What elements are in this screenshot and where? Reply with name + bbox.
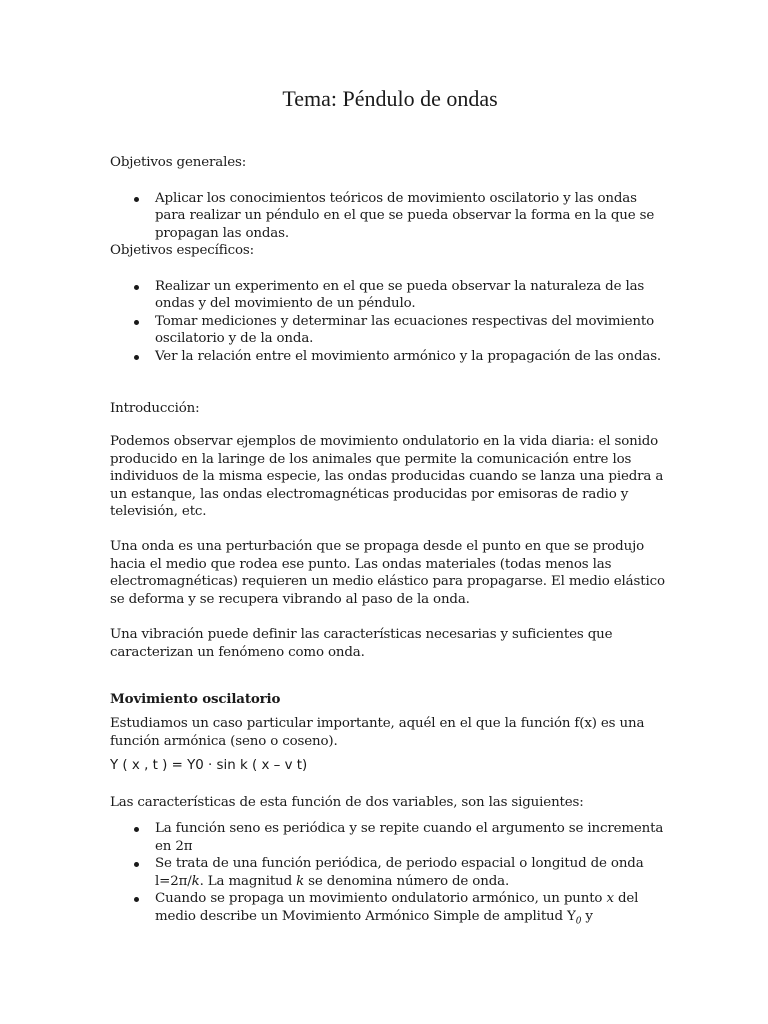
characteristics-list-block <box>110 820 670 931</box>
oscillatory-paragraph-block <box>110 715 670 750</box>
characteristics-intro-block <box>110 794 670 812</box>
list-item-text: Ver la relación entre el movimiento armónico y la propagación de las ondas. <box>155 348 662 364</box>
list-item <box>110 313 670 348</box>
italic-variable: k <box>296 873 305 889</box>
list-item <box>110 890 670 931</box>
bullet-icon <box>134 355 139 360</box>
text-fragment: y <box>581 908 593 924</box>
intro-paragraph-1-block <box>110 433 670 521</box>
intro-paragraph: Podemos observar ejemplos de movimiento ondulatorio en la vida diaria: el sonido producido en la laringe de los animales que permite la comunicación entre los individuos de la misma especie, las ondas producidas cuando se lanza una piedra a un estanque, las ondas electromagnéticas producidas por emisoras de radio y televisión, etc. <box>110 434 664 519</box>
italic-variable: x <box>606 891 614 906</box>
text-fragment: . La magnitud <box>199 873 297 889</box>
intro-label: Introducción: <box>110 401 200 416</box>
list-item-text <box>155 856 644 889</box>
characteristics-list <box>110 820 670 931</box>
specific-objectives-list <box>110 278 670 366</box>
wave-equation: Y ( x , t ) = Y0 · sin k ( x – v t) <box>110 758 308 773</box>
bullet-icon <box>134 862 139 867</box>
oscillatory-heading-block <box>110 691 670 709</box>
bullet-icon <box>134 897 139 902</box>
list-item <box>110 278 670 313</box>
text-fragment: Se trata de una función periódica, de periodo espacial o longitud de onda l=2π/ <box>155 856 644 889</box>
list-item <box>110 855 670 890</box>
list-item-text: La función seno es periódica y se repite cuando el argumento se incrementa en 2π <box>155 821 664 854</box>
general-objectives-list <box>110 190 670 243</box>
list-item-text: Tomar mediciones y determinar las ecuaciones respectivas del movimiento oscilatorio y de la onda. <box>155 313 655 346</box>
text-fragment: del medio describe un Movimiento Armónico Simple de amplitud Y <box>155 891 639 924</box>
intro-paragraph-2-block <box>110 538 670 608</box>
bullet-icon <box>134 320 139 325</box>
list-item-text: Realizar un experimento en el que se pueda observar la naturaleza de las ondas y del movimiento de un péndulo. <box>155 278 645 311</box>
bullet-icon <box>134 827 139 832</box>
general-objectives-label: Objetivos generales: <box>110 155 247 170</box>
specific-objectives-label: Objetivos específicos: <box>110 243 255 258</box>
italic-variable: k <box>191 873 200 889</box>
intro-paragraph: Una vibración puede definir las características necesarias y suficientes que caracterizan un fenómeno como onda. <box>110 627 613 660</box>
intro-paragraph: Una onda es una perturbación que se propaga desde el punto en que se produjo hacia el medio que rodea ese punto. Las ondas materiales (todas menos las electromagnéticas) requieren un medio elástico para propagarse. El medio elástico se deforma y se recupera vibrando al paso de la onda. <box>110 539 665 607</box>
list-item <box>110 348 670 366</box>
bullet-icon <box>134 197 139 202</box>
characteristics-intro: Las características de esta función de dos variables, son las siguientes: <box>110 795 584 810</box>
intro-label-block <box>110 400 670 418</box>
list-item <box>110 820 670 855</box>
bullet-icon <box>134 285 139 290</box>
list-item-text <box>155 891 639 927</box>
general-objectives-section <box>110 154 670 365</box>
equation-block <box>110 758 670 773</box>
list-item <box>110 190 670 243</box>
text-fragment: se denomina número de onda. <box>304 873 510 889</box>
oscillatory-paragraph: Estudiamos un caso particular importante, aquél en el que la función f(x) es una función armónica (seno o coseno). <box>110 716 645 749</box>
intro-paragraph-3-block <box>110 626 670 661</box>
document-title: Tema: Péndulo de ondas <box>282 86 498 111</box>
section-heading: Movimiento oscilatorio <box>110 691 281 707</box>
text-fragment: Cuando se propaga un movimiento ondulatorio armónico, un punto <box>155 891 607 906</box>
subscript: 0 <box>575 916 582 927</box>
list-item-text: Aplicar los conocimientos teóricos de movimiento oscilatorio y las ondas para realizar un péndulo en el que se pueda observar la forma en la que se propagan las ondas. <box>155 190 655 241</box>
